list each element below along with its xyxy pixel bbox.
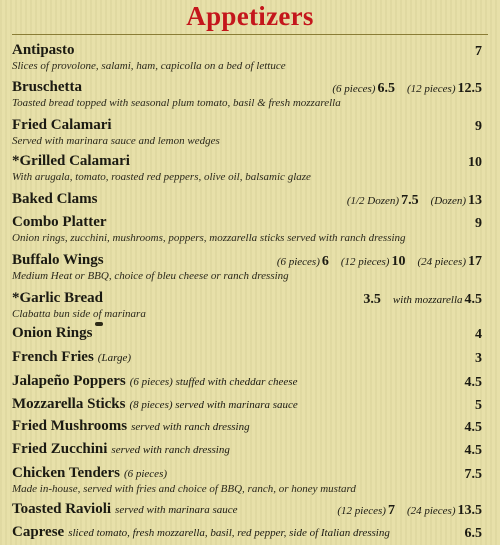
item-name-text: Caprese: [12, 524, 65, 540]
menu-item: [12, 323, 482, 343]
item-inline-note: (6 pieces) stuffed with cheddar cheese: [129, 376, 298, 388]
item-inline-note: (6 pieces): [123, 468, 168, 480]
menu-item-row: [12, 77, 482, 97]
menu-item-row: [12, 522, 482, 542]
menu-item-row: [12, 463, 482, 483]
price-label: (1/2 Dozen): [346, 195, 400, 207]
item-name-text: Mozzarella Sticks: [12, 396, 126, 412]
price-value: 12.5: [457, 81, 482, 96]
item-prices: [347, 189, 482, 211]
price-label: (6 pieces): [276, 256, 320, 268]
item-name: Combo Platter: [12, 214, 107, 230]
menu-item: [12, 499, 482, 519]
item-name: Antipasto: [12, 42, 75, 58]
item-name-text: Chicken Tenders: [12, 465, 120, 481]
menu-item: [12, 522, 482, 542]
item-name: [12, 394, 298, 415]
item-name: [12, 463, 167, 484]
menu-item: [12, 463, 482, 495]
item-prices: [277, 250, 482, 272]
item-description: Served with marinara sauce and lemon wedges: [12, 135, 220, 147]
price-label: (12 pieces): [406, 83, 456, 95]
item-name: Buffalo Wings: [12, 252, 104, 268]
print-speck: [95, 322, 103, 326]
price-label: (6 pieces): [332, 83, 376, 95]
item-name: [12, 522, 390, 543]
menu-item: [12, 212, 482, 244]
item-inline-note: served with ranch dressing: [131, 421, 250, 433]
item-name: [12, 347, 131, 368]
item-name-text: Jalapeño Poppers: [12, 373, 126, 389]
price-value: 3.5: [363, 292, 381, 307]
menu-item: [12, 115, 482, 147]
price-value: 10: [468, 155, 482, 170]
item-prices: [468, 151, 482, 173]
menu-item: [12, 40, 482, 72]
item-inline-note: (8 pieces) served with marinara sauce: [129, 399, 298, 411]
menu-item-row: [12, 115, 482, 135]
price-value: 13.5: [457, 503, 482, 518]
price-value: 17: [468, 254, 482, 269]
item-prices: [465, 416, 483, 438]
item-description: With arugala, tomato, roasted red peppers, olive oil, balsamic glaze: [12, 171, 311, 183]
menu-item-row: [12, 371, 482, 391]
menu-item: [12, 439, 482, 459]
menu-item: [12, 189, 482, 209]
menu-item: [12, 250, 482, 282]
menu-item-row: [12, 439, 482, 459]
item-inline-note: served with marinara sauce: [115, 504, 238, 516]
item-name-text: Fried Mushrooms: [12, 418, 128, 434]
item-prices: [465, 463, 483, 485]
item-inline-note: sliced tomato, fresh mozzarella, basil, red pepper, side of Italian dressing: [68, 527, 390, 539]
price-value: 5: [475, 398, 482, 413]
price-label: (24 pieces): [417, 256, 466, 268]
menu-item-row: [12, 394, 482, 414]
price-value: 4.5: [464, 375, 482, 390]
menu-item: [12, 151, 482, 183]
price-value: 7: [387, 503, 395, 518]
price-value: 9: [475, 216, 482, 231]
item-prices: [332, 77, 482, 99]
item-prices: [475, 40, 482, 62]
price-value: 10: [391, 254, 406, 269]
item-name: Bruschetta: [12, 79, 82, 95]
item-name: [12, 499, 238, 520]
item-name-text: Fried Zucchini: [12, 441, 108, 457]
price-value: 6: [321, 254, 329, 269]
menu-item: [12, 77, 482, 109]
menu-item: [12, 371, 482, 391]
item-name: [12, 416, 250, 437]
item-description: Clabatta bun side of marinara: [12, 308, 146, 320]
item-inline-note: served with ranch dressing: [111, 444, 230, 456]
item-description: Toasted bread topped with seasonal plum tomato, basil & fresh mozzarella: [12, 97, 341, 109]
price-value: 9: [475, 119, 482, 134]
item-name: Onion Rings: [12, 325, 93, 341]
item-prices: [465, 371, 483, 393]
menu-item-row: [12, 151, 482, 171]
item-prices: [475, 323, 482, 345]
menu-item-row: [12, 189, 482, 209]
price-label: with mozzarella: [392, 294, 463, 306]
menu-item: [12, 288, 482, 320]
item-prices: [475, 394, 482, 416]
price-value: 7.5: [401, 193, 419, 208]
item-prices: [363, 288, 482, 310]
menu-item-row: [12, 250, 482, 270]
item-name: [12, 371, 297, 392]
menu-item-row: [12, 323, 482, 343]
item-inline-note: (Large): [97, 352, 131, 364]
menu-item: [12, 394, 482, 414]
item-name: *Grilled Calamari: [12, 153, 130, 169]
menu-item-row: [12, 40, 482, 60]
menu-item: [12, 347, 482, 367]
menu-item-row: [12, 416, 482, 436]
price-label: (24 pieces): [406, 505, 456, 517]
item-prices: [465, 522, 483, 544]
menu-item-row: [12, 499, 482, 519]
price-value: 7.5: [464, 467, 482, 482]
item-name: [12, 439, 230, 460]
price-value: 4.5: [464, 420, 482, 435]
menu-item-row: [12, 288, 482, 308]
item-description: Medium Heat or BBQ, choice of bleu cheese or ranch dressing: [12, 270, 289, 282]
price-label: (Dozen): [430, 195, 466, 207]
item-prices: [337, 499, 482, 521]
item-name-text: Toasted Ravioli: [12, 501, 112, 517]
menu-item-row: [12, 347, 482, 367]
item-name-text: French Fries: [12, 349, 94, 365]
item-prices: [465, 439, 483, 461]
menu-title: Appetizers: [186, 1, 314, 31]
item-name: Baked Clams: [12, 191, 98, 207]
item-name: *Garlic Bread: [12, 290, 103, 306]
item-description: Slices of provolone, salami, ham, capicolla on a bed of lettuce: [12, 60, 286, 72]
price-value: 4: [475, 327, 482, 342]
item-description: Onion rings, zucchini, mushrooms, poppers, mozzarella sticks served with ranch dressing: [12, 232, 406, 244]
menu-item: [12, 416, 482, 436]
price-label: (12 pieces): [340, 256, 390, 268]
item-name: Fried Calamari: [12, 117, 112, 133]
price-value: 6.5: [377, 81, 395, 96]
item-prices: [475, 347, 482, 369]
price-value: 4.5: [464, 443, 482, 458]
title-divider: [12, 34, 488, 35]
item-description: Made in-house, served with fries and choice of BBQ, ranch, or honey mustard: [12, 483, 356, 495]
price-value: 3: [475, 351, 482, 366]
item-prices: [475, 212, 482, 234]
price-label: (12 pieces): [337, 505, 386, 517]
item-prices: [475, 115, 482, 137]
price-value: 13: [468, 193, 482, 208]
price-value: 7: [475, 44, 482, 59]
price-value: 6.5: [464, 526, 482, 541]
price-value: 4.5: [464, 292, 482, 307]
menu-item-row: [12, 212, 482, 232]
